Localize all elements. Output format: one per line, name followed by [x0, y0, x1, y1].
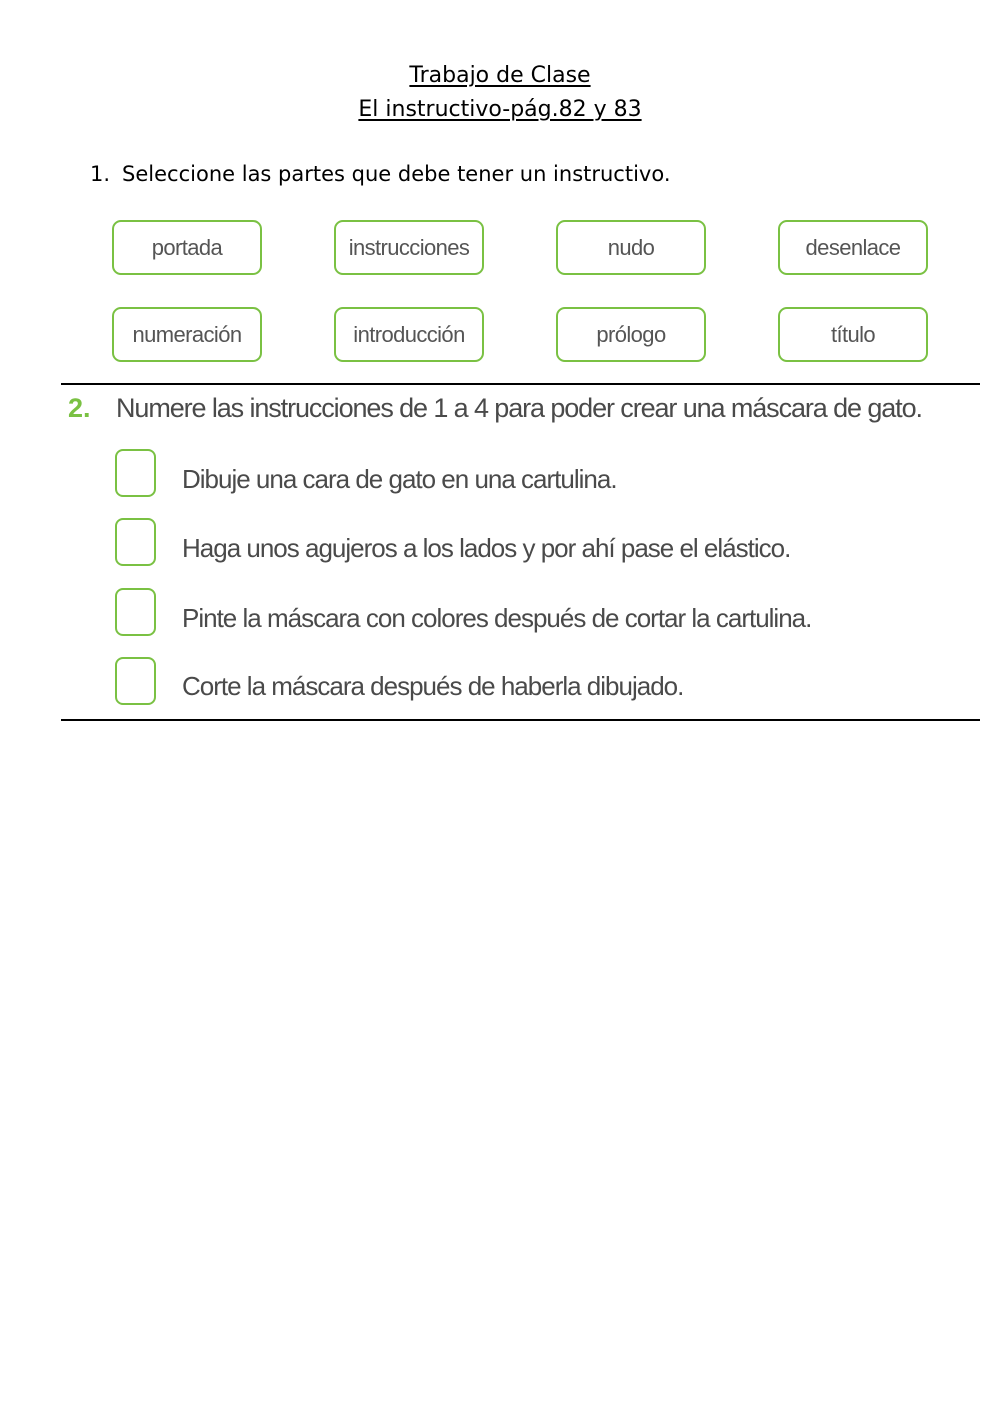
section-divider-bottom	[61, 719, 980, 721]
option-numeracion[interactable]: numeración	[112, 307, 262, 362]
page-subtitle: El instructivo-pág.82 y 83	[358, 97, 642, 122]
instruction-item: Haga unos agujeros a los lados y por ahí pase el elástico.	[182, 533, 791, 563]
section-divider-top	[61, 383, 980, 385]
order-input-3[interactable]	[115, 588, 156, 636]
option-prologo[interactable]: prólogo	[556, 307, 706, 362]
option-titulo[interactable]: título	[778, 307, 928, 362]
page-title: Trabajo de Clase	[409, 63, 591, 88]
question-2-number: 2.	[68, 393, 91, 423]
instruction-item: Pinte la máscara con colores después de cortar la cartulina.	[182, 603, 812, 633]
question-1-prompt	[90, 162, 671, 186]
order-input-2[interactable]	[115, 518, 156, 566]
option-portada[interactable]: portada	[112, 220, 262, 275]
option-nudo[interactable]: nudo	[556, 220, 706, 275]
order-input-4[interactable]	[115, 657, 156, 705]
question-1-text: Seleccione las partes que debe tener un instructivo.	[122, 162, 671, 186]
question-2-text: Numere las instrucciones de 1 a 4 para poder crear una máscara de gato.	[116, 393, 922, 423]
option-instrucciones[interactable]: instrucciones	[334, 220, 484, 275]
question-1-number: 1.	[90, 162, 111, 186]
instruction-item: Dibuje una cara de gato en una cartulina.	[182, 464, 617, 494]
option-desenlace[interactable]: desenlace	[778, 220, 928, 275]
order-input-1[interactable]	[115, 449, 156, 497]
option-introduccion[interactable]: introducción	[334, 307, 484, 362]
instruction-item: Corte la máscara después de haberla dibujado.	[182, 671, 684, 701]
